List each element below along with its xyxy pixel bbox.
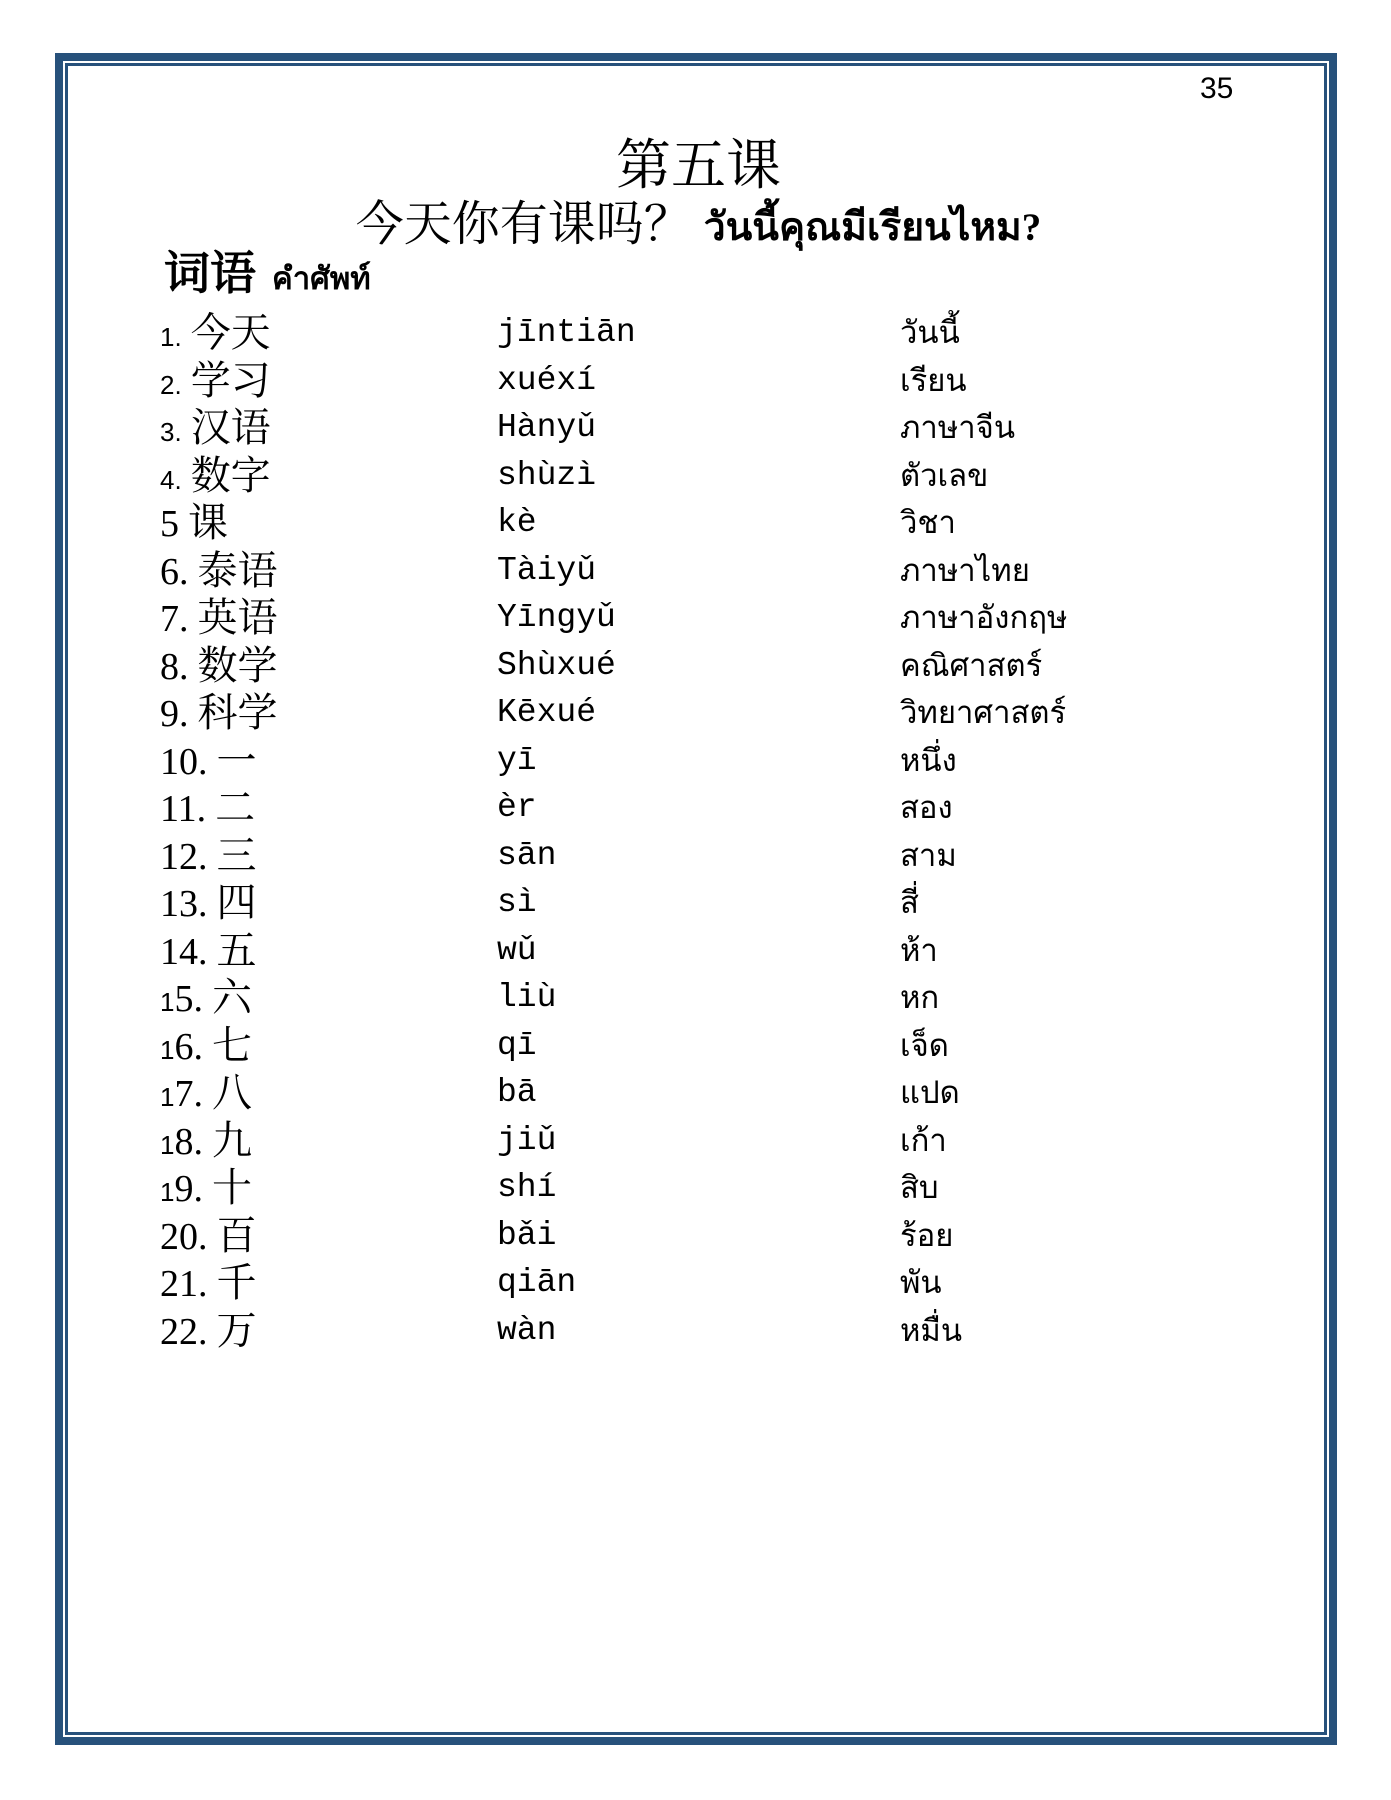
vocab-item-number-normal: 9. [160,693,189,735]
vocab-pinyin: Yīngyǔ [497,599,616,636]
vocab-item-number [160,693,189,735]
vocab-pinyin: shùzì [497,456,597,494]
vocab-number-and-word [160,357,271,405]
section-title-chinese: 词语 [164,248,256,299]
vocab-row [0,547,1391,595]
vocab-thai-translation: ห้า [900,932,938,968]
vocab-row [0,737,1391,785]
vocab-item-number [160,503,179,545]
vocab-number-and-word [160,1022,252,1070]
vocab-item-number [160,930,208,973]
vocab-chinese-word: 四 [216,880,257,925]
vocab-thai-translation: แปด [900,1075,960,1110]
vocab-thai-translation: หก [900,980,940,1015]
vocab-item-number-normal: 9. [174,1168,203,1210]
vocab-item-number-normal: 8. [174,1120,203,1163]
vocab-item-number-normal: 11. [160,788,207,830]
vocab-row [0,689,1391,737]
vocab-pinyin: Hànyǔ [497,409,597,446]
vocab-item-number [160,598,189,640]
vocab-pinyin: wàn [497,1311,557,1349]
vocab-chinese-word: 数字 [190,452,271,498]
vocab-item-number-normal: 14. [160,930,208,973]
vocab-item-number-small: 1 [160,1034,175,1065]
vocab-pinyin: yī [497,741,537,779]
vocab-row [0,832,1391,880]
vocab-item-number [160,417,182,447]
vocab-row [0,594,1391,642]
vocab-chinese-word: 千 [216,1260,257,1305]
vocab-pinyin: jīntiān [497,314,636,351]
vocab-thai-translation: เจ็ด [900,1027,949,1063]
vocab-row [0,974,1391,1022]
vocab-row [0,642,1391,690]
vocab-item-number [160,1310,208,1353]
vocab-item-number [160,835,208,878]
vocab-chinese-word: 九 [211,1117,252,1163]
vocab-thai-translation: ภาษาไทย [900,552,1030,588]
vocab-item-number-normal: 22. [160,1310,208,1353]
vocab-number-and-word [160,927,257,975]
vocab-item-number [160,1215,208,1258]
vocab-item-number-normal: 10. [160,740,208,783]
vocab-number-and-word [160,1164,252,1212]
vocab-thai-translation: ภาษาจีน [900,410,1016,445]
vocab-chinese-word: 二 [215,785,256,830]
vocab-item-number-normal: 7. [174,1073,203,1115]
vocab-row [0,357,1391,405]
vocab-item-number [160,1263,208,1305]
vocab-number-and-word [160,689,278,737]
vocab-item-number [160,322,182,352]
vocab-item-number-small: 1. [160,322,182,352]
vocab-item-number [160,978,203,1020]
vocab-chinese-word: 五 [216,927,257,973]
vocab-row [0,499,1391,547]
vocab-pinyin: xuéxí [497,361,597,399]
vocab-number-and-word [160,1069,252,1117]
vocab-row [0,452,1391,500]
vocab-thai-translation: ตัวเลข [900,457,989,493]
vocab-item-number-small: 3. [160,417,182,447]
vocab-chinese-word: 七 [211,1022,252,1068]
vocab-list [0,309,1391,1354]
vocab-chinese-word: 英语 [197,595,278,640]
vocab-pinyin: Shùxué [497,646,616,684]
vocab-row [0,1117,1391,1165]
vocab-chinese-word: 六 [211,975,252,1020]
vocab-row [0,1069,1391,1117]
vocab-pinyin: liù [497,979,557,1016]
vocab-item-number-normal: 5. [174,978,203,1020]
vocab-item-number [160,788,207,830]
vocab-thai-translation: เรียน [900,362,967,398]
vocab-thai-translation: หนึ่ง [900,742,957,778]
vocab-item-number-normal: 21. [160,1263,208,1305]
vocab-thai-translation: วันนี้ [900,315,960,350]
vocab-thai-translation: สาม [900,837,957,873]
vocab-item-number [160,550,189,593]
vocab-number-and-word [160,832,257,880]
lesson-subtitle-chinese: 今天你有课吗？ [355,198,692,251]
vocab-thai-translation: วิทยาศาสตร์ [900,695,1067,730]
vocab-item-number-normal: 8. [160,645,189,688]
vocab-pinyin: bā [497,1074,537,1111]
vocab-item-number-normal: 6. [174,1025,203,1068]
vocab-chinese-word: 课 [188,500,228,545]
vocab-thai-translation: วิชา [900,505,956,540]
vocab-thai-translation: ร้อย [900,1217,954,1253]
vocab-item-number [160,645,189,688]
vocab-row [0,404,1391,452]
section-title-thai: คำศัพท์ [272,261,371,296]
vocab-item-number-small: 2. [160,369,182,400]
section-header [164,248,371,311]
vocab-row [0,1164,1391,1212]
vocab-item-number-small: 1 [160,1129,175,1160]
vocab-thai-translation: พัน [900,1265,942,1300]
vocab-number-and-word [160,594,278,642]
vocab-row [0,879,1391,927]
vocab-number-and-word [160,642,278,690]
title-block [66,136,1331,255]
vocab-thai-translation: หมื่น [900,1312,963,1348]
vocab-chinese-word: 万 [216,1307,257,1353]
vocab-pinyin: sān [497,836,557,874]
vocab-thai-translation: คณิศาสตร์ [900,647,1043,683]
vocab-item-number-small: 1 [160,1082,175,1112]
lesson-subtitle-thai: วันนี้คุณมีเรียนไหม? [703,206,1042,249]
vocab-item-number-normal: 7. [160,598,189,640]
vocab-number-and-word [160,452,271,500]
vocab-item-number-normal: 6. [160,550,189,593]
vocab-chinese-word: 科学 [197,690,278,735]
vocab-pinyin: shí [497,1169,557,1206]
vocab-pinyin: kè [497,504,537,541]
vocab-item-number-normal: 20. [160,1215,208,1258]
vocab-thai-translation: เก้า [900,1122,947,1158]
vocab-pinyin: wǔ [497,931,537,969]
vocab-pinyin: qiān [497,1264,577,1301]
vocab-item-number [160,1120,203,1163]
vocab-pinyin: qī [497,1026,537,1064]
vocab-pinyin: jiǔ [497,1121,557,1159]
vocab-chinese-word: 学习 [190,357,271,403]
vocab-chinese-word: 今天 [190,310,271,355]
vocab-item-number [160,740,208,783]
vocab-item-number-small: 4. [160,464,182,495]
vocab-thai-translation: สิบ [900,1170,939,1205]
vocab-chinese-word: 数学 [197,642,278,688]
vocab-chinese-word: 泰语 [197,547,278,593]
vocab-number-and-word [160,1259,257,1307]
vocab-item-number [160,883,208,925]
page-number: 35 [1200,72,1234,105]
vocab-chinese-word: 一 [216,737,257,783]
vocab-pinyin: Kēxué [497,694,597,731]
lesson-subtitle [66,198,1331,255]
vocab-number-and-word [160,1307,257,1355]
vocab-item-number [160,369,182,400]
vocab-item-number [160,464,182,495]
vocab-item-number-normal: 12. [160,835,208,878]
lesson-title-chinese: 第五课 [615,135,781,196]
vocab-number-and-word [160,879,257,927]
vocab-pinyin: Tàiyǔ [497,551,597,589]
vocab-number-and-word [160,1212,257,1260]
vocab-row [0,1022,1391,1070]
vocab-number-and-word [160,737,257,785]
vocab-number-and-word [160,309,271,357]
vocab-item-number-normal: 13. [160,883,208,925]
vocab-item-number [160,1025,203,1068]
vocab-row [0,927,1391,975]
vocab-number-and-word [160,404,271,452]
vocab-chinese-word: 十 [211,1165,252,1210]
vocab-number-and-word [160,499,228,547]
vocab-chinese-word: 汉语 [190,405,271,450]
vocab-item-number-small: 1 [160,1177,175,1207]
vocab-row [0,1212,1391,1260]
vocab-number-and-word [160,974,252,1022]
vocab-row [0,784,1391,832]
vocab-pinyin: sì [497,884,537,921]
vocab-item-number-small: 1 [160,987,175,1017]
vocab-number-and-word [160,784,255,832]
vocab-chinese-word: 百 [216,1212,257,1258]
vocab-item-number [160,1168,203,1210]
vocab-chinese-word: 八 [211,1070,252,1115]
vocab-pinyin: bǎi [497,1216,557,1254]
vocab-pinyin: èr [497,789,537,826]
vocab-number-and-word [160,547,278,595]
vocab-row [0,309,1391,357]
vocab-row [0,1307,1391,1355]
vocab-number-and-word [160,1117,252,1165]
vocab-thai-translation: สี่ [900,885,919,920]
vocab-item-number [160,1073,203,1115]
vocab-chinese-word: 三 [216,832,257,878]
vocab-item-number-normal: 5 [160,503,179,545]
vocab-row [0,1259,1391,1307]
vocab-thai-translation: ภาษาอังกฤษ [900,600,1068,635]
vocab-thai-translation: สอง [900,790,953,825]
